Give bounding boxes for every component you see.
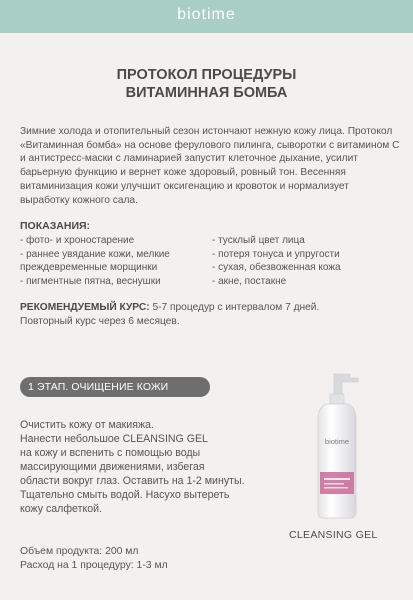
- course-label: РЕКОМЕНДУЕМЫЙ КУРС:: [20, 302, 150, 313]
- title-line-2: ВИТАМИННАЯ БОМБА: [125, 85, 288, 101]
- brand-logo: biotime: [177, 6, 236, 23]
- intro-paragraph: Зимние холода и отопительный сезон истончают нежную кожу лица. Протокол «Витаминная бомба» на основе ферулового пилинга, сыворотки с витамином С и антистресс-маски с ламинарией запустит клеточное дыхание, усилит барьерную функцию и вернет коже здоровый, ровный тон. Весенняя витаминизация кожи улучшит оксигенацию и кровоток и нормализует выработку кожного сала.: [20, 126, 400, 206]
- cleansing-gel-bottle-image: [298, 372, 368, 520]
- indications-right-list: [212, 234, 402, 289]
- indication-item: - сухая, обезвоженная кожа: [212, 262, 341, 274]
- indication-item: - тусклый цвет лица: [212, 235, 305, 246]
- indications-left-list: [20, 234, 210, 289]
- instruction-line: Тщательно смыть водой. Насухо вытереть: [20, 489, 230, 501]
- instruction-line: на кожу и вспенить с помощью воды: [20, 447, 201, 459]
- indication-item: преждевременные морщинки: [20, 262, 158, 274]
- stage-badge: 1 ЭТАП. ОЧИЩЕНИЕ КОЖИ: [20, 377, 210, 397]
- course-repeat: Повторный курс через 6 месяцев.: [20, 316, 180, 327]
- indication-item: - раннее увядание кожи, мелкие: [20, 248, 170, 260]
- product-volume-info: [20, 545, 280, 573]
- page-title: [0, 66, 413, 102]
- recommended-course: [20, 301, 400, 329]
- instruction-line: области вокруг глаз. Оставить на 1-2 минуты.: [20, 475, 245, 487]
- header-bar: [0, 0, 413, 33]
- indication-item: - пигментные пятна, веснушки: [20, 276, 161, 288]
- course-line: [20, 301, 400, 315]
- instruction-line: Нанести небольшое CLEANSING GEL: [20, 433, 208, 445]
- product-name-caption: CLEANSING GEL: [289, 529, 378, 541]
- bottle-logo-text: biotime: [324, 437, 350, 446]
- instruction-line: кожу салфеткой.: [20, 503, 102, 515]
- volume-line: Объем продукта: 200 мл: [20, 546, 139, 557]
- indication-item: - фото- и хроностарение: [20, 235, 135, 246]
- title-line-1: ПРОТОКОЛ ПРОЦЕДУРЫ: [116, 67, 297, 83]
- instruction-line: Очистить кожу от макияжа.: [20, 419, 154, 431]
- course-text: 5-7 процедур с интервалом 7 дней.: [149, 302, 320, 313]
- indication-item: - акне, постакне: [212, 276, 287, 288]
- stage-instructions: [20, 418, 290, 516]
- indications-heading: ПОКАЗАНИЯ:: [20, 220, 91, 232]
- indication-item: - потеря тонуса и упругости: [212, 248, 340, 260]
- instruction-line: массирующими движениями, избегая: [20, 461, 205, 473]
- usage-line: Расход на 1 процедуру: 1-3 мл: [20, 560, 168, 571]
